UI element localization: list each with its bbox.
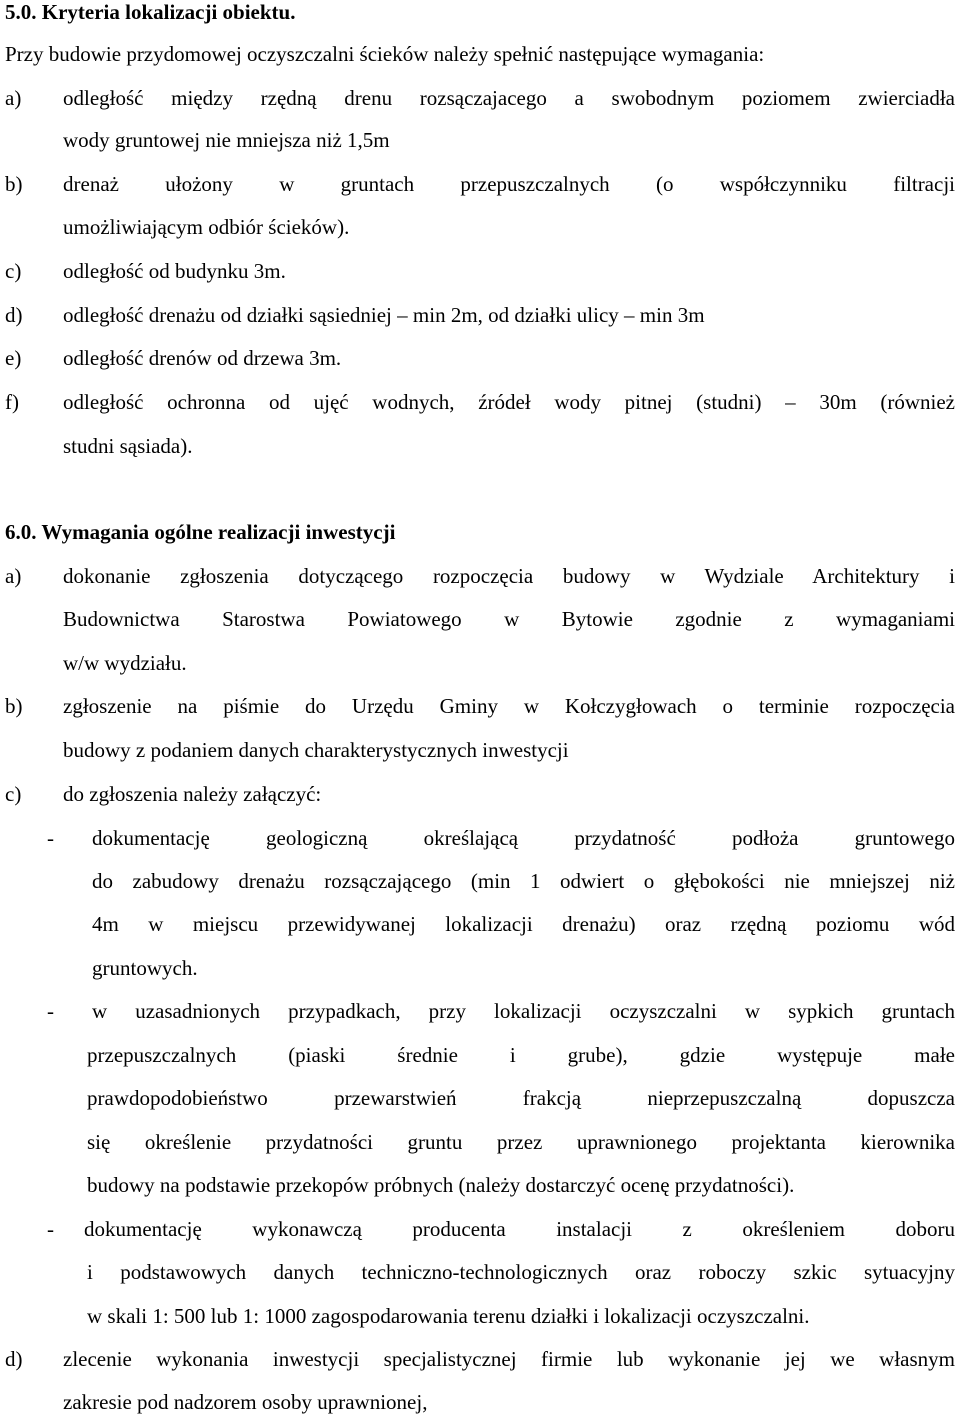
- section-5-intro: Przy budowie przydomowej oczyszczalni ścieków należy spełnić następujące wymagania:: [5, 42, 765, 66]
- dash-3-line-1: dokumentację wykonawczą producenta instalacji z określeniem doboru: [84, 1217, 955, 1241]
- item-5c-marker: c): [5, 259, 22, 283]
- item-5b-line-2: umożliwiającym odbiór ścieków).: [63, 215, 350, 239]
- dash-3-line-3: w skali 1: 500 lub 1: 1000 zagospodarowania terenu działki i lokalizacji oczyszczalni.: [87, 1304, 810, 1328]
- dash-1-line-2: do zabudowy drenażu rozsączającego (min 1 odwiert o głębokości nie mniejszej niż: [92, 869, 955, 893]
- item-5d-line-1: odległość drenażu od działki sąsiedniej – min 2m, od działki ulicy – min 3m: [63, 303, 705, 327]
- section-6-heading: 6.0. Wymagania ogólne realizacji inwestycji: [5, 520, 396, 544]
- item-6b-marker: b): [5, 694, 23, 718]
- dash-2-line-5: budowy na podstawie przekopów próbnych (należy dostarczyć ocenę przydatności).: [87, 1173, 795, 1197]
- dash-1-line-1: dokumentację geologiczną określającą przydatność podłoża gruntowego: [92, 826, 955, 850]
- item-5a-line-2: wody gruntowej nie mniejsza niż 1,5m: [63, 128, 390, 152]
- item-5f-marker: f): [5, 390, 19, 414]
- item-6c-line-1: do zgłoszenia należy załączyć:: [63, 782, 322, 806]
- dash-1-line-4: gruntowych.: [92, 956, 198, 980]
- item-5d-marker: d): [5, 303, 23, 327]
- item-6a-line-2: Budownictwa Starostwa Powiatowego w Bytowie zgodnie z wymaganiami: [63, 607, 955, 631]
- item-6d-line-2: zakresie pod nadzorem osoby uprawnionej,: [63, 1390, 428, 1414]
- item-6d-line-1: zlecenie wykonania inwestycji specjalistycznej firmie lub wykonanie jej we własnym: [63, 1347, 955, 1371]
- dash-2-marker: -: [47, 999, 54, 1023]
- item-6a-marker: a): [5, 564, 22, 588]
- dash-2-line-1: w uzasadnionych przypadkach, przy lokalizacji oczyszczalni w sypkich gruntach: [92, 999, 955, 1023]
- dash-2-line-2: przepuszczalnych (piaski średnie i grube), gdzie występuje małe: [87, 1043, 955, 1067]
- section-5-heading: 5.0. Kryteria lokalizacji obiektu.: [5, 0, 296, 24]
- item-5a-marker: a): [5, 86, 22, 110]
- item-5b-marker: b): [5, 172, 23, 196]
- item-6b-line-1: zgłoszenie na piśmie do Urzędu Gminy w Kołczygłowach o terminie rozpoczęcia: [63, 694, 955, 718]
- item-6a-line-1: dokonanie zgłoszenia dotyczącego rozpoczęcia budowy w Wydziale Architektury i: [63, 564, 955, 588]
- dash-3-marker: -: [47, 1217, 54, 1241]
- dash-3-line-2: i podstawowych danych techniczno-technologicznych oraz roboczy szkic sytuacyjny: [87, 1260, 955, 1284]
- item-5f-line-2: studni sąsiada).: [63, 434, 193, 458]
- item-6d-marker: d): [5, 1347, 23, 1371]
- item-6c-marker: c): [5, 782, 22, 806]
- item-5e-marker: e): [5, 346, 22, 370]
- item-5e-line-1: odległość drenów od drzewa 3m.: [63, 346, 342, 370]
- item-5b-line-1: drenaż ułożony w gruntach przepuszczalnych (o współczynniku filtracji: [63, 172, 955, 196]
- dash-2-line-3: prawdopodobieństwo przewarstwień frakcją nieprzepuszczalną dopuszcza: [87, 1086, 955, 1110]
- dash-1-line-3: 4m w miejscu przewidywanej lokalizacji drenażu) oraz rzędną poziomu wód: [92, 912, 955, 936]
- item-5c-line-1: odległość od budynku 3m.: [63, 259, 286, 283]
- item-5f-line-1: odległość ochronna od ujęć wodnych, źródeł wody pitnej (studni) – 30m (również: [63, 390, 955, 414]
- item-5a-line-1: odległość między rzędną drenu rozsączajacego a swobodnym poziomem zwierciadła: [63, 86, 955, 110]
- item-6b-line-2: budowy z podaniem danych charakterystycznych inwestycji: [63, 738, 569, 762]
- dash-1-marker: -: [47, 826, 54, 850]
- item-6a-line-3: w/w wydziału.: [63, 651, 187, 675]
- dash-2-line-4: się określenie przydatności gruntu przez uprawnionego projektanta kierownika: [87, 1130, 955, 1154]
